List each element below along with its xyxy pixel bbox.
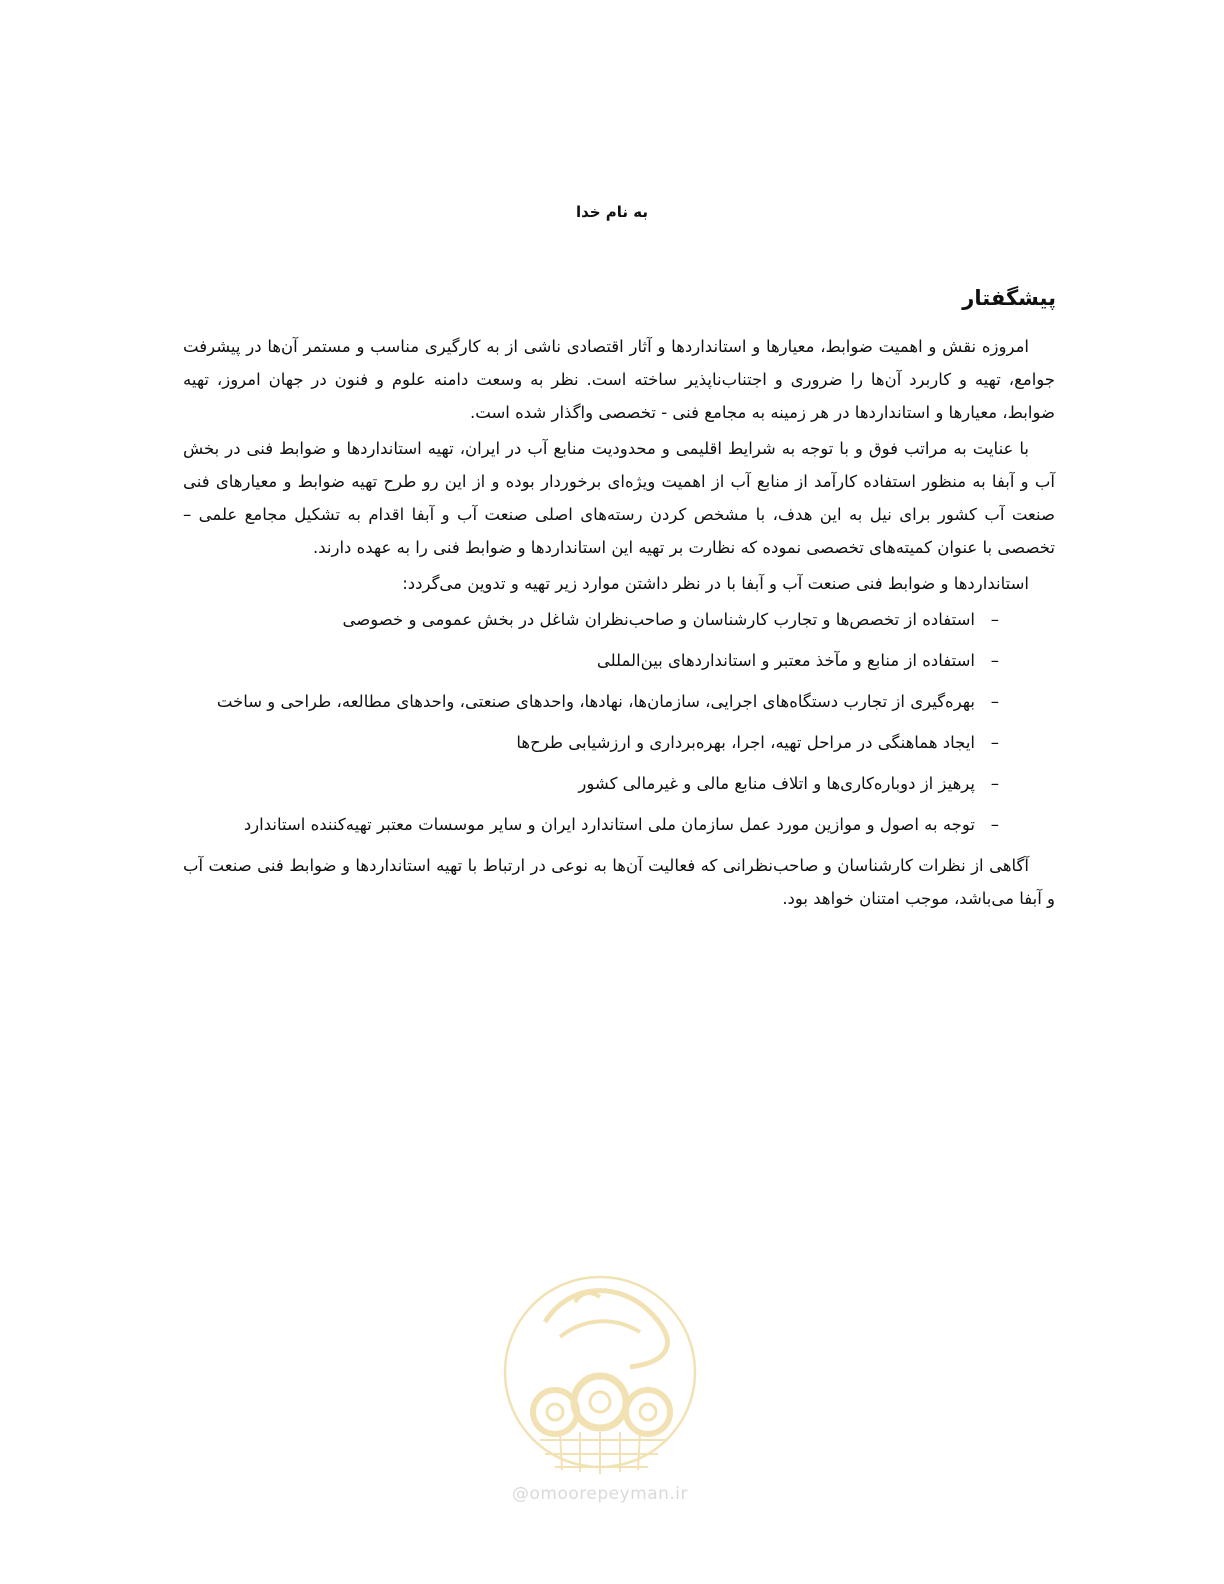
watermark-grid: [540, 1432, 665, 1474]
list-item-text: بهره‌گیری از تجارب دستگاه‌های اجرایی، سازمان‌ها، نهادها، واحدهای صنعتی، واحدهای مطالعه، طراحی و ساخت: [216, 692, 975, 711]
watermark-logo: [500, 1262, 700, 1482]
list-item: [183, 808, 1055, 841]
watermark-caption: @omoorepeyman.ir: [511, 1484, 689, 1504]
body-text: [183, 330, 1055, 918]
list-item-text: توجه به اصول و موازین مورد عمل سازمان ملی استاندارد ایران و سایر موسسات معتبر تهیه‌کننده استاندارد: [243, 815, 975, 834]
watermark-gear-center: [574, 1376, 626, 1428]
bullet-dash: –: [990, 815, 999, 834]
bullet-dash: –: [990, 774, 999, 793]
paragraph-closing: آگاهی از نظرات کارشناسان و صاحب‌نظرانی که فعالیت آن‌ها به نوعی در ارتباط با تهیه استانداردها و ضوابط فنی صنعت آب و آبفا می‌باشد، موجب امتنان خواهد بود.: [183, 856, 1055, 908]
list-item-text: ایجاد هماهنگی در مراحل تهیه، اجرا، بهره‌برداری و ارزشیابی طرح‌ها: [516, 733, 975, 752]
watermark-gear-right: [626, 1390, 670, 1434]
section-title: پیشگفتار: [962, 286, 1056, 310]
bullet-dash: –: [990, 651, 999, 670]
list-item: [183, 767, 1055, 800]
watermark-swash: [545, 1291, 667, 1367]
list-item: [183, 603, 1055, 636]
list-item-text: پرهیز از دوباره‌کاری‌ها و اتلاف منابع مالی و غیرمالی کشور: [578, 774, 975, 793]
bismillah-heading: به نام خدا: [575, 203, 649, 221]
list-item-text: استفاده از منابع و مآخذ معتبر و استانداردهای بین‌المللی: [596, 651, 975, 670]
bullet-dash: –: [990, 610, 999, 629]
criteria-list: [183, 603, 1055, 841]
watermark-gear-left: [533, 1390, 577, 1434]
bullet-dash: –: [990, 733, 999, 752]
bullet-dash: –: [990, 692, 999, 711]
list-item: [183, 726, 1055, 759]
list-item: [183, 685, 1055, 718]
paragraph-intro: امروزه نقش و اهمیت ضوابط، معیارها و استانداردها و آثار اقتصادی ناشی از به کارگیری مناسب و مستمر آن‌ها در پیشرفت جوامع، تهیه و کاربرد آن‌ها را ضروری و اجتناب‌ناپذیر ساخته است. نظر به وسعت دامنه علوم و فنون در جهان امروز، تهیه ضوابط، معیارها و استانداردها در هر زمینه به مجامع فنی - تخصصی واگذار شده است.: [183, 337, 1055, 422]
list-item: [183, 644, 1055, 677]
paragraph-list-lead: استانداردها و ضوابط فنی صنعت آب و آبفا با در نظر داشتن موارد زیر تهیه و تدوین می‌گردد:: [402, 574, 1029, 593]
list-item-text: استفاده از تخصص‌ها و تجارب کارشناسان و صاحب‌نظران شاغل در بخش عمومی و خصوصی: [342, 610, 975, 629]
paragraph-context: با عنایت به مراتب فوق و با توجه به شرایط اقلیمی و محدودیت منابع آب در ایران، تهیه استانداردها و ضوابط فنی در بخش آب و آبفا به منظور استفاده کارآمد از منابع آب از اهمیت ویژه‌ای برخوردار بوده و از این رو طرح تهیه ضوابط و معیارهای فنی صنعت آب کشور برای نیل به این هدف، با مشخص کردن رسته‌های اصلی صنعت آب و آبفا اقدام به تشکیل مجامع علمی – تخصصی با عنوان کمیته‌های تخصصی نموده که نظارت بر تهیه این استانداردها و ضوابط فنی را به عهده دارند.: [183, 439, 1055, 557]
